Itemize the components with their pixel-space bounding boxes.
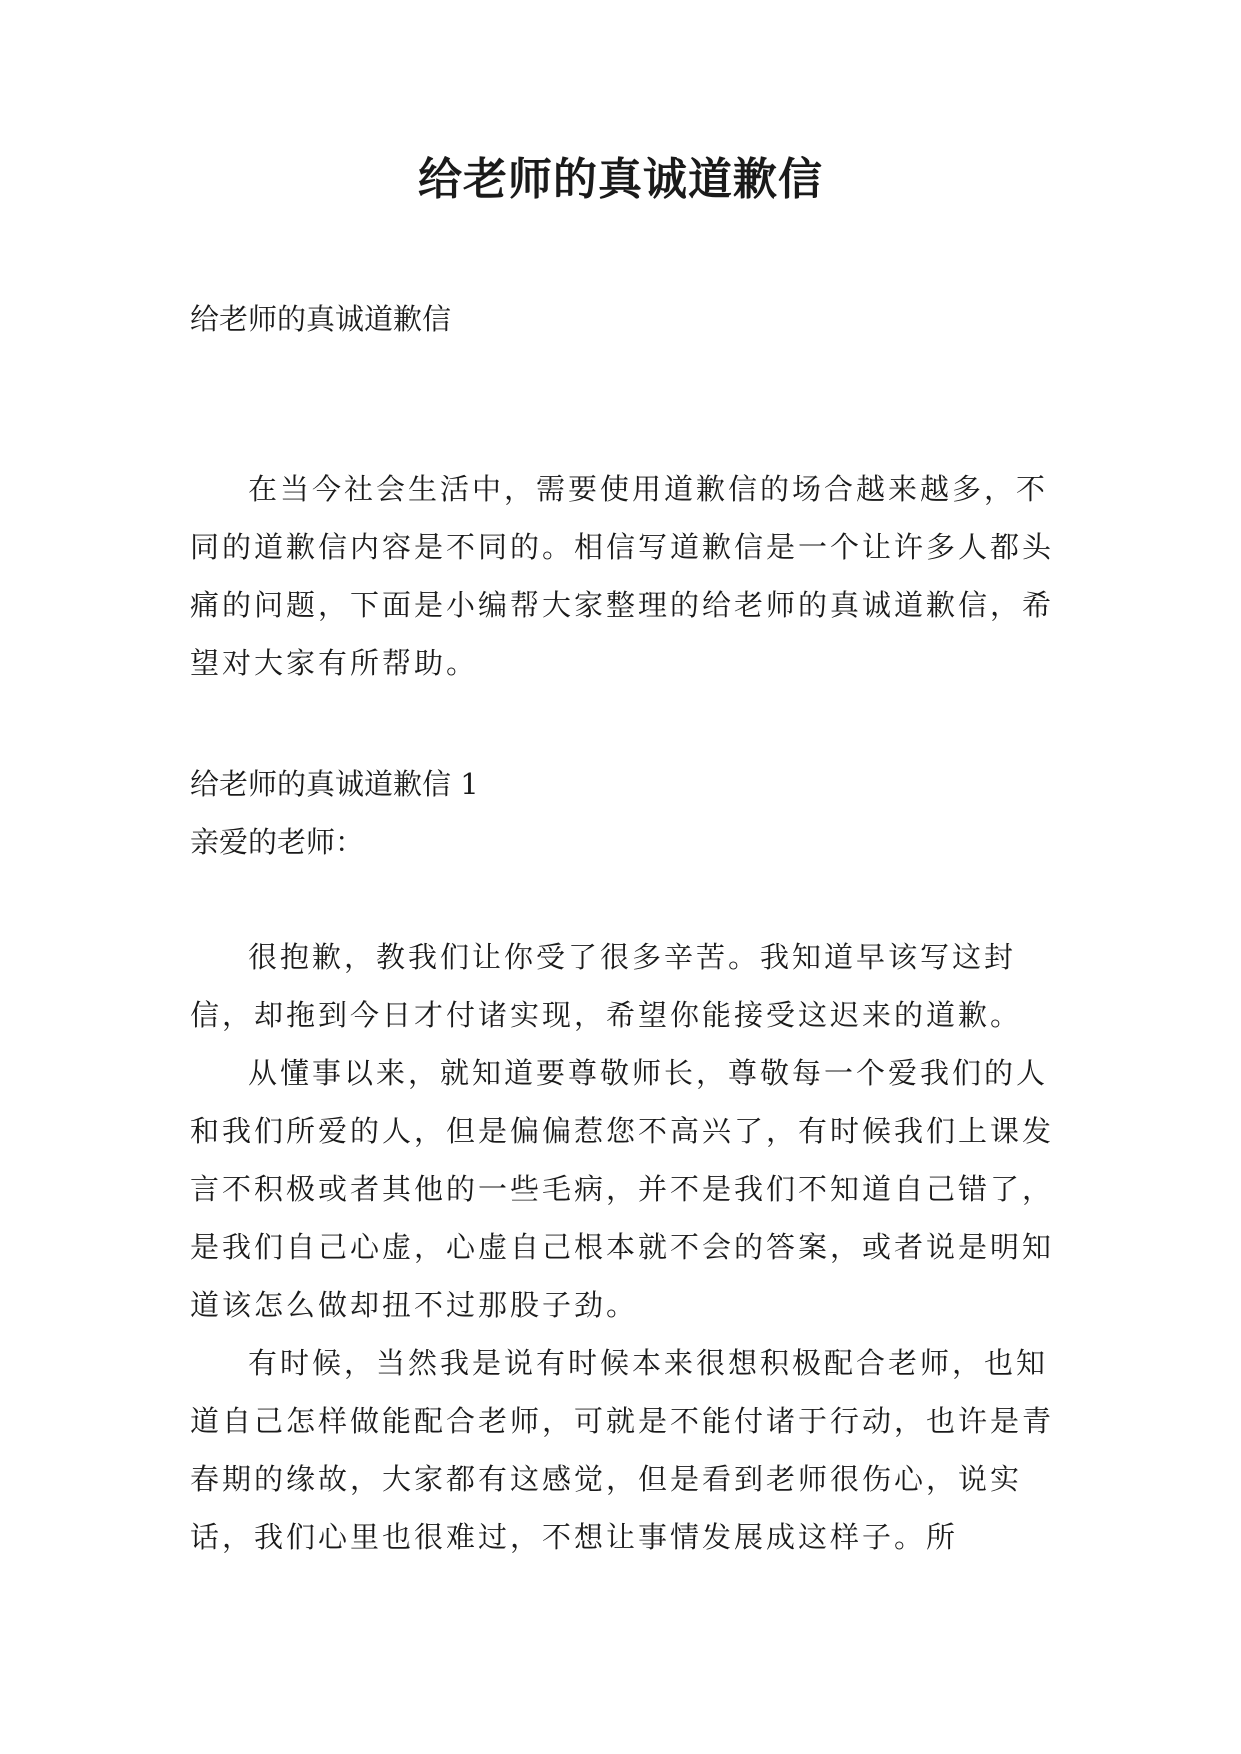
- section-heading: 给老师的真诚道歉信 1: [190, 767, 479, 801]
- document-title: 给老师的真诚道歉信: [418, 154, 823, 205]
- body-paragraph-3: 有时候，当然我是说有时候本来很想积极配合老师，也知道自己怎样做能配合老师，可就是不能付诸于行动，也许是青春期的缘故，大家都有这感觉，但是看到老师很伤心，说实话，我们心里也很难过，不想让事情发展成这样子。所: [190, 1346, 1055, 1554]
- body-paragraph-2: 从懂事以来，就知道要尊敬师长，尊敬每一个爱我们的人和我们所爱的人，但是偏偏惹您不高兴了，有时候我们上课发言不积极或者其他的一些毛病，并不是我们不知道自己错了，是我们自己心虚，心虚自己根本就不会的答案，或者说是明知道该怎么做却扭不过那股子劲。: [190, 1056, 1055, 1322]
- intro-paragraph: 在当今社会生活中，需要使用道歉信的场合越来越多，不同的道歉信内容是不同的。相信写道歉信是一个让许多人都头痛的问题，下面是小编帮大家整理的给老师的真诚道歉信，希望对大家有所帮助。: [190, 472, 1055, 680]
- document-subtitle: 给老师的真诚道歉信: [190, 302, 452, 336]
- salutation: 亲爱的老师：: [190, 825, 365, 859]
- body-paragraph-1: 很抱歉，教我们让你受了很多辛苦。我知道早该写这封信，却拖到今日才付诸实现，希望你能接受这迟来的道歉。: [190, 940, 1023, 1032]
